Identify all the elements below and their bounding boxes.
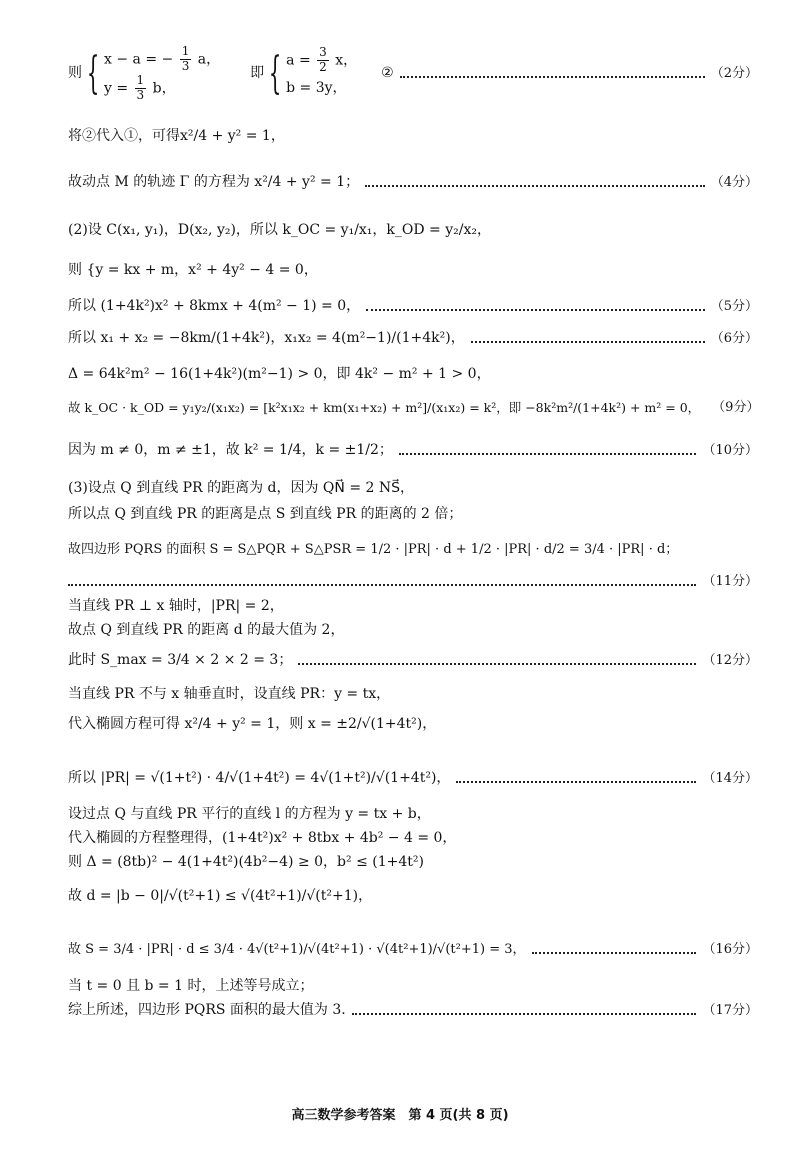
leader-dots (366, 309, 705, 311)
leader-dots (400, 76, 705, 78)
leader-dots (365, 185, 705, 187)
score: （14分） (702, 770, 758, 786)
score: （11分） (702, 574, 758, 589)
label-ze: 则 (68, 65, 82, 82)
line-25: 故 S = 3/4 · |PR| · d ≤ 3/4 · 4√(t²+1)/√(4t²+1) · √(4t²+1)/√(t²+1) = 3， （16分） (68, 942, 758, 957)
score: （12分） (702, 652, 758, 668)
line-5: 则 {y = kx + m，x² + 4y² − 4 = 0， (68, 262, 318, 278)
score: （2分） (710, 65, 758, 81)
score: （5分） (710, 298, 758, 314)
score: （16分） (702, 942, 758, 957)
system-1: x − a = − $\frac{1}{3}$ a， y = $\frac{1}{3}$ b， (104, 44, 221, 102)
sys1-row1: x − a = − (104, 51, 174, 68)
line-6: 所以 (1+4k²)x² + 8kmx + 4(m² − 1) = 0， （5分） (68, 298, 758, 314)
line-10: 因为 m ≠ 0，m ≠ ±1，故 k² = 1/4，k = ±1/2； （10分） (68, 442, 758, 458)
leader-dots (298, 663, 696, 665)
line-12: 所以点 Q 到直线 PR 的距离是点 S 到直线 PR 的距离的 2 倍； (68, 506, 463, 522)
fraction: $\frac{1}{3}$ (136, 73, 145, 102)
line-18: 当直线 PR 不与 x 轴垂直时，设直线 PR：y = tx， (68, 686, 391, 702)
line-14 (68, 574, 758, 590)
sys1-row2: y = (104, 80, 129, 97)
line-20: 所以 |PR| = √(1+t²) · 4/√(1+4t²) = 4√(1+t²)/√(1+4t²)， （14分） (68, 770, 758, 786)
system-2: a = $\frac{3}{2}$ x， b = 3y， (286, 45, 358, 96)
line-9: 故 k_OC · k_OD = y₁y₂/(x₁x₂) = [k²x₁x₂ + km(x₁+x₂) + m²]/(x₁x₂) = k²，即 −8k²m²/(1+4k²) + m² = 0， （9分） (68, 400, 760, 416)
label-ji: 即 (250, 65, 265, 82)
page-footer: 高三数学参考答案 第 4 页(共 8 页) (291, 1108, 509, 1123)
left-brace: { (268, 48, 282, 99)
line-4: (2)设 C(x₁, y₁)，D(x₂, y₂)，所以 k_OC = y₁/x₁，k_OD = y₂/x₂， (68, 222, 491, 238)
leader-dots (68, 584, 696, 586)
line-23: 则 Δ = (8tb)² − 4(1+4t²)(4b²−4) ≥ 0，b² ≤ (1+4t²) (68, 854, 424, 870)
line-27: 综上所述，四边形 PQRS 面积的最大值为 3. （17分） (68, 1002, 758, 1018)
score: （17分） (702, 1002, 758, 1018)
line-19: 代入椭圆方程可得 x²/4 + y² = 1，则 x = ±2/√(1+4t²)， (68, 716, 437, 732)
line-3: 故动点 M 的轨迹 Γ 的方程为 x²/4 + y² = 1； （4分） (68, 174, 758, 190)
leader-dots (456, 781, 696, 783)
line-11: (3)设点 Q 到直线 PR 的距离为 d，因为 QN⃗ = 2 NS⃗， (68, 480, 415, 496)
fraction: $\frac{1}{3}$ (181, 44, 190, 74)
line-7: 所以 x₁ + x₂ = −8km/(1+4k²)，x₁x₂ = 4(m²−1)/(1+4k²)， （6分） (68, 330, 758, 346)
leader-dots (399, 453, 697, 455)
equation-label-2: ② (381, 65, 394, 82)
line-24: 故 d = |b − 0|/√(t²+1) ≤ √(4t²+1)/√(t²+1)， (68, 888, 373, 904)
line-8: Δ = 64k²m² − 16(1+4k²)(m²−1) > 0，即 4k² − m² + 1 > 0， (68, 366, 491, 382)
line-16: 故点 Q 到直线 PR 的距离 d 的最大值为 2， (68, 622, 345, 638)
score: （4分） (710, 174, 758, 190)
score: （6分） (710, 330, 758, 346)
line-15: 当直线 PR ⊥ x 轴时，|PR| = 2， (68, 598, 284, 614)
line-21: 设过点 Q 与直线 PR 平行的直线 l 的方程为 y = tx + b， (68, 806, 431, 822)
left-brace: { (86, 48, 100, 99)
score: （10分） (702, 442, 758, 458)
line-2: 将②代入①，可得x²/4 + y² = 1， (68, 128, 285, 144)
leader-dots (352, 1013, 697, 1015)
line-13: 故四边形 PQRS 的面积 S = S△PQR + S△PSR = 1/2 · |PR| · d + 1/2 · |PR| · d/2 = 3/4 · |PR| · d； (68, 542, 679, 557)
fraction: $\frac{3}{2}$ (319, 45, 327, 75)
leader-dots (471, 341, 705, 343)
score: （9分） (712, 400, 760, 415)
line-26: 当 t = 0 且 b = 1 时，上述等号成立； (68, 978, 314, 994)
line-system-ab (68, 38, 758, 110)
line-22: 代入椭圆的方程整理得，(1+4t²)x² + 8tbx + 4b² − 4 = 0， (68, 830, 457, 846)
line-17: 此时 S_max = 3/4 × 2 × 2 = 3； （12分） (68, 652, 758, 668)
leader-dots (532, 952, 697, 954)
